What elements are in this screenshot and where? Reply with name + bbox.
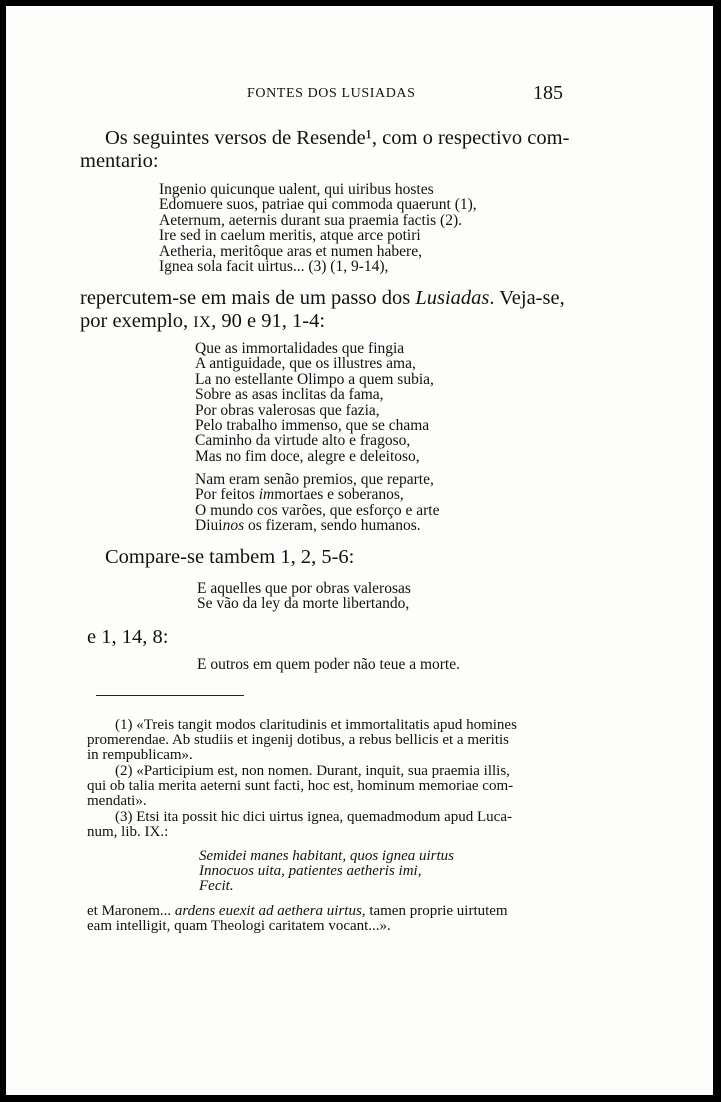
footnote-3-line: num, lib. IX.:	[87, 824, 169, 840]
intro-line-1: Os seguintes versos de Resende¹, com o respectivo com-	[105, 127, 570, 149]
para2-text: repercutem-se em mais de um passo dos	[80, 287, 416, 309]
latin-verse	[159, 182, 477, 274]
footnote-divider	[96, 695, 244, 696]
stanza-line	[195, 487, 439, 502]
footnote-text: tamen proprie uirtutem	[365, 903, 508, 919]
stanza-text: os fizeram, sendo humanos.	[244, 517, 421, 535]
lusiadas-title: Lusiadas	[415, 287, 490, 309]
compare-verse	[197, 581, 411, 612]
footnote-final-line: eam intelligit, quam Theologi caritatem vocant...».	[87, 918, 391, 934]
para2-line-2	[80, 310, 325, 334]
reference-line: e 1, 14, 8:	[87, 626, 169, 648]
stanza-line: Por obras valerosas que fazia,	[195, 401, 380, 419]
verse-line: E aquelles que por obras valerosas	[197, 580, 411, 597]
stanza-line: Nam eram senão premios, que reparte,	[195, 471, 434, 488]
stanza-2	[195, 472, 439, 534]
stanza-line: Caminho da virtude alto e fragoso,	[195, 432, 411, 450]
para2-text: por exemplo,	[80, 310, 194, 332]
latin-verse-line: Ire sed in caelum meritis, atque arce potiri	[159, 227, 421, 245]
latin-verse-line: Edomuere suos, patriae qui commoda quaerunt (1),	[159, 196, 477, 214]
para2-text: . Veja-se,	[489, 287, 565, 309]
stanza-line: Sobre as asas inclitas da fama,	[195, 386, 384, 404]
stanza-italic: im	[258, 486, 275, 504]
footnote-1-line: promerendae. Ab studiis et ingenij dotibus, a rebus bellicis et a meritis	[87, 732, 509, 748]
canto-number: IX	[193, 314, 212, 331]
stanza-line: Que as immortalidades que fingia	[195, 340, 405, 357]
latin-verse-line: Ingenio quicunque ualent, qui uiribus hostes	[159, 181, 434, 198]
footnote-1-line: in rempublicam».	[87, 747, 193, 763]
virgil-quote: ardens euexit ad aethera uirtus,	[174, 903, 366, 919]
lucan-quote-line: Fecit.	[199, 878, 234, 894]
intro-line-2: mentario:	[80, 150, 159, 172]
book-page	[6, 6, 713, 1095]
stanza-text: Diui	[195, 517, 223, 535]
stanza-text: mortaes e soberanos,	[274, 486, 404, 504]
stanza-italic: nos	[222, 517, 245, 535]
reference-verse: E outros em quem poder não teue a morte.	[197, 656, 460, 673]
latin-verse-line: Aeternum, aeternis durant sua praemia factis (2).	[159, 211, 462, 229]
stanza-1	[195, 341, 434, 464]
stanza-line: Pelo trabalho immenso, que se chama	[195, 417, 430, 435]
running-title: FONTES DOS LUSIADAS	[247, 86, 416, 101]
stanza-line: La no estellante Olimpo a quem subia,	[195, 370, 434, 388]
page-number: 185	[533, 82, 563, 104]
verse-line: Se vão da ley da morte libertando,	[197, 595, 410, 613]
footnote-2-line: (2) «Participium est, non nomen. Durant, inquit, sua praemia illis,	[115, 763, 510, 779]
lucan-quote-line: Innocuos uita, patientes aetheris imi,	[199, 863, 422, 879]
latin-verse-line: Aetheria, meritôque aras et numen habere,	[159, 242, 422, 260]
latin-verse-line: Ignea sola facit uirtus... (3) (1, 9-14),	[159, 258, 389, 276]
para2-text: , 90 e 91, 1-4:	[211, 310, 326, 332]
footnote-3-line: (3) Etsi ita possit hic dici uirtus ignea, quemadmodum apud Luca-	[115, 809, 512, 825]
lucan-quote-line: Semidei manes habitant, quos ignea uirtus	[199, 848, 454, 864]
stanza-text: Por feitos	[195, 486, 259, 504]
footnote-2-line: mendati».	[87, 793, 147, 809]
stanza-line	[195, 518, 439, 533]
stanza-line: A antiguidade, que os illustres ama,	[195, 355, 416, 373]
footnote-text: et Maronem...	[87, 903, 175, 919]
para2-line-1	[80, 287, 565, 310]
stanza-line: O mundo cos varões, que esforço e arte	[195, 501, 440, 519]
compare-line: Compare-se tambem 1, 2, 5-6:	[105, 546, 355, 568]
footnote-2-line: qui ob talia merita aeterni sunt facti, hoc est, hominum memoriae com-	[87, 778, 514, 794]
stanza-line: Mas no fim doce, alegre e deleitoso,	[195, 447, 420, 465]
footnote-1-line: (1) «Treis tangit modos claritudinis et immortalitatis apud homines	[115, 717, 517, 733]
